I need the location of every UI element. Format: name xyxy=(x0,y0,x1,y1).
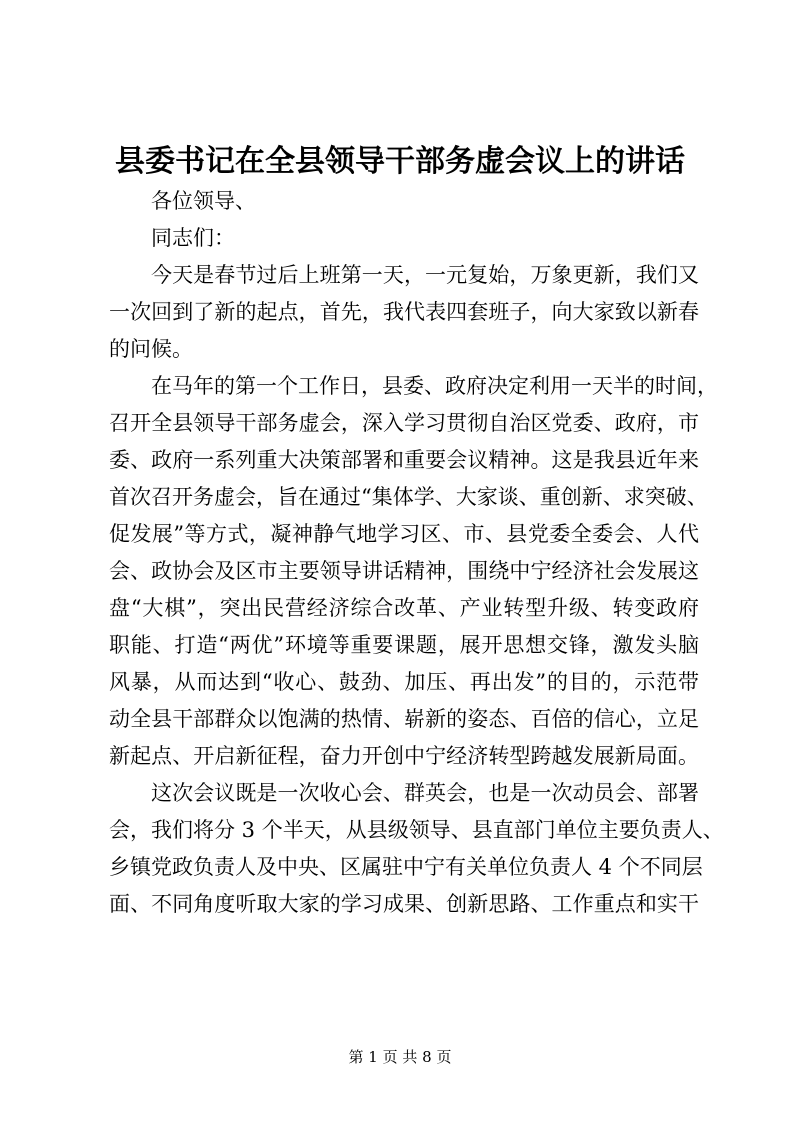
body-line: 召开全县领导干部务虚会，深入学习贯彻自治区党委、政府，市 xyxy=(109,411,699,435)
body-line: 这次会议既是一次收心会、群英会，也是一次动员会、部署 xyxy=(151,781,699,805)
body-line: 面、不同角度听取大家的学习成果、创新思路、工作重点和实干 xyxy=(109,892,699,916)
body-line: 今天是春节过后上班第一天，一元复始，万象更新，我们又 xyxy=(151,263,699,287)
body-line: 在马年的第一个工作日，县委、政府决定利用一天半的时间， xyxy=(151,374,718,398)
body-line: 首次召开务虚会，旨在通过“集体学、大家谈、重创新、求突破、 xyxy=(109,485,708,509)
body-line: 的问候。 xyxy=(109,337,193,361)
page-footer: 第 1 页 共 8 页 xyxy=(348,1048,452,1066)
document-title: 县委书记在全县领导干部务虚会议上的讲话 xyxy=(115,144,685,179)
body-line: 职能、打造“两优”环境等重要课题，展开思想交锋，激发头脑 xyxy=(109,633,699,657)
body-line: 促发展”等方式，凝神静气地学习区、市、县党委全委会、人代 xyxy=(109,522,699,546)
body-line: 新起点、开启新征程，奋力开创中宁经济转型跨越发展新局面。 xyxy=(109,744,699,768)
body-line: 动全县干部群众以饱满的热情、崭新的姿态、百倍的信心，立足 xyxy=(109,707,699,731)
body-line: 各位领导、 xyxy=(151,189,256,213)
body-line: 会，我们将分 3 个半天，从县级领导、县直部门单位主要负责人、 xyxy=(109,818,724,842)
body-line: 盘“大棋”，突出民营经济综合改革、产业转型升级、转变政府 xyxy=(109,596,699,620)
body-line: 会、政协会及区市主要领导讲话精神，围绕中宁经济社会发展这 xyxy=(109,559,699,583)
body-line: 乡镇党政负责人及中央、区属驻中宁有关单位负责人 4 个不同层 xyxy=(109,855,703,879)
document-body xyxy=(109,183,724,923)
body-line: 同志们： xyxy=(151,226,235,250)
body-line: 风暴，从而达到“收心、鼓劲、加压、再出发”的目的，示范带 xyxy=(109,670,699,694)
body-line: 委、政府一系列重大决策部署和重要会议精神。这是我县近年来 xyxy=(109,448,699,472)
body-line: 一次回到了新的起点，首先，我代表四套班子，向大家致以新春 xyxy=(109,300,699,324)
